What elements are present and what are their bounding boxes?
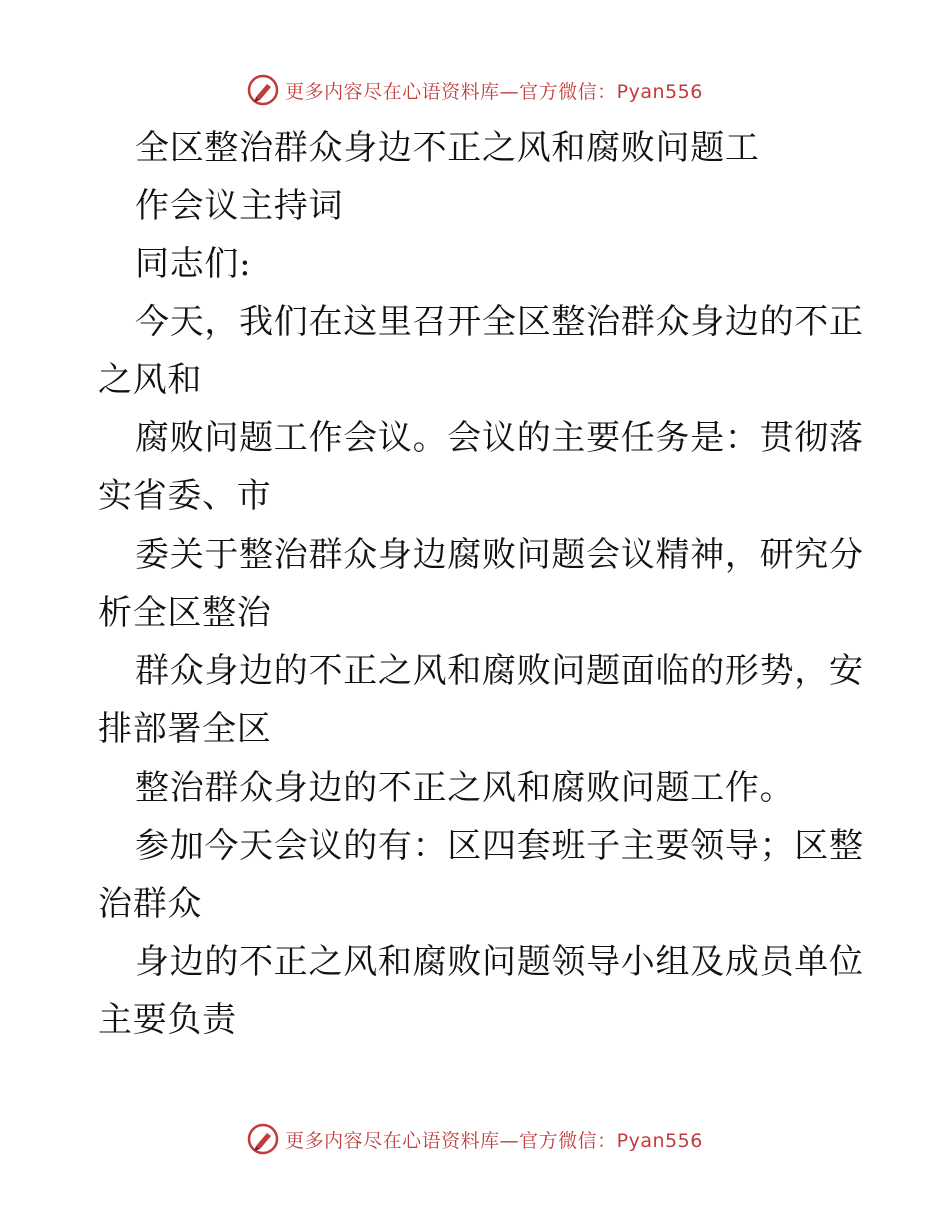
paragraph-line: 今天，我们在这里召开全区整治群众身边的不正 bbox=[135, 302, 864, 342]
footer-watermark bbox=[0, 1122, 950, 1156]
paragraph-line: 治群众 bbox=[98, 884, 203, 924]
paragraph-line: 主要负责 bbox=[98, 1000, 237, 1040]
paragraph-line: 身边的不正之风和腐败问题领导小组及成员单位 bbox=[135, 942, 864, 982]
doc-title-line-1: 全区整治群众身边不正之风和腐败问题工 bbox=[135, 128, 760, 168]
watermark-text: 更多内容尽在心语资料库—官方微信：Pyan556 bbox=[285, 1129, 703, 1152]
watermark-text: 更多内容尽在心语资料库—官方微信：Pyan556 bbox=[285, 80, 703, 103]
salutation: 同志们: bbox=[135, 244, 252, 284]
paragraph-line: 参加今天会议的有：区四套班子主要领导；区整 bbox=[135, 826, 864, 866]
doc-title-line-2: 作会议主持词 bbox=[135, 186, 344, 226]
paragraph-line: 委关于整治群众身边腐败问题会议精神，研究分 bbox=[135, 535, 864, 575]
paragraph-line: 排部署全区 bbox=[98, 709, 272, 749]
paragraph-line: 群众身边的不正之风和腐败问题面临的形势，安 bbox=[135, 651, 864, 691]
header-watermark bbox=[0, 73, 950, 107]
paragraph-line: 之风和 bbox=[98, 360, 203, 400]
pen-logo-icon bbox=[247, 74, 279, 106]
paragraph-line: 实省委、市 bbox=[98, 476, 272, 516]
paragraph-line: 析全区整治 bbox=[98, 593, 272, 633]
pen-logo-icon bbox=[247, 1123, 279, 1155]
paragraph-line: 腐败问题工作会议。会议的主要任务是：贯彻落 bbox=[135, 418, 864, 458]
paragraph-line: 整治群众身边的不正之风和腐败问题工作。 bbox=[135, 768, 795, 808]
